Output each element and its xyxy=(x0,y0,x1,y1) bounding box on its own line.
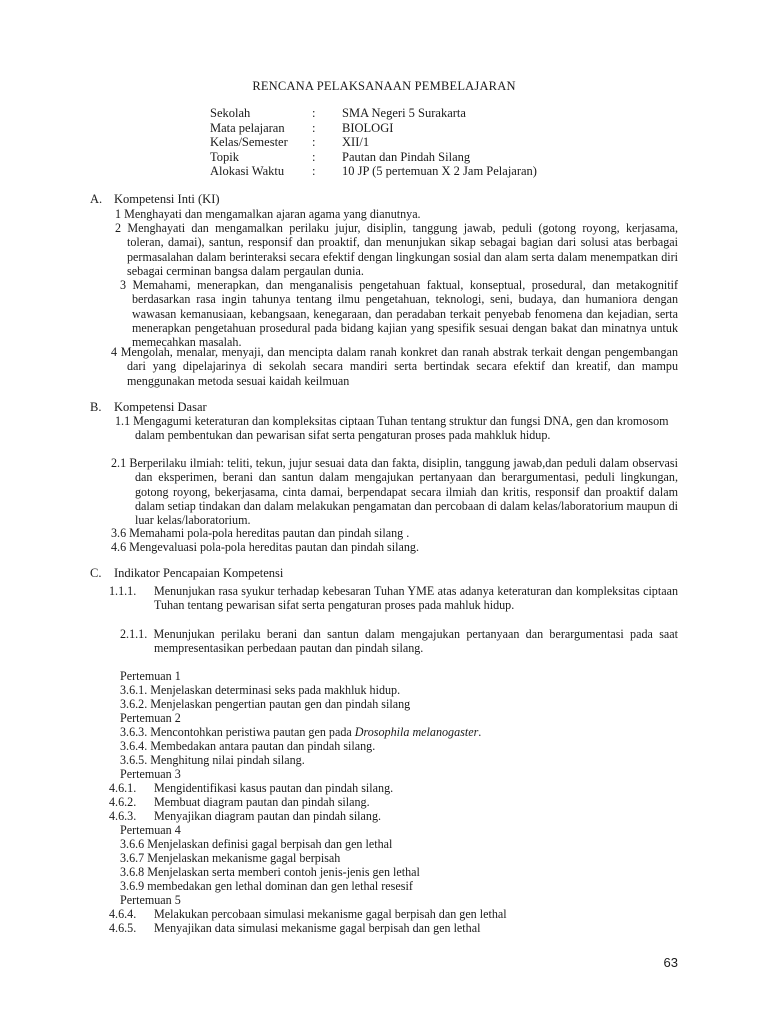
kd-item-2-1 xyxy=(111,456,678,527)
indicator-4-6-5 xyxy=(109,921,480,935)
indicator-text: Menyajikan data simulasi mekanisme gagal berpisah dan gen lethal xyxy=(154,921,481,935)
indicator-3-6-3-text: 3.6.3. Mencontohkan peristiwa pautan gen pada xyxy=(120,725,355,739)
indicator-text: Menyajikan diagram pautan dan pindah silang. xyxy=(154,809,382,823)
kd-item-3-6: 3.6 Memahami pola-pola hereditas pautan dan pindah silang . xyxy=(111,526,410,540)
ki-item-4-text: 4 Mengolah, menalar, menyaji, dan mencipta dalam ranah konkret dan ranah abstrak terkait dengan pengembangan dari yang dipelajarinya di sekolah secara mandiri serta bertindak secara efektif dan kreatif, dan mampu menggunakan metoda sesuai kaidah keilmuan xyxy=(111,345,678,388)
info-value: 10 JP (5 pertemuan X 2 Jam Pelajaran) xyxy=(342,164,537,179)
indicator-3-6-4: 3.6.4. Membedakan antara pautan dan pindah silang. xyxy=(120,739,376,753)
section-letter: A. xyxy=(90,192,103,206)
section-letter: B. xyxy=(90,400,102,414)
info-row-topik xyxy=(210,150,537,165)
info-label: Alokasi Waktu xyxy=(210,164,285,179)
indicator-text: Melakukan percobaan simulasi mekanisme gagal berpisah dan gen lethal xyxy=(154,907,507,921)
ki-item-1: 1 Menghayati dan mengamalkan ajaran agama yang dianutnya. xyxy=(115,207,421,221)
indicator-1-1-1-number: 1.1.1. xyxy=(109,584,137,598)
indicator-text: Mengidentifikasi kasus pautan dan pindah silang. xyxy=(154,781,394,795)
info-separator: : xyxy=(312,135,316,150)
indicator-2-1-1-body: Menunjukan perilaku berani dan santun dalam mengajukan pertanyaan dan berargumentasi pada saat mempresentasikan perbedaan pautan dan pindah silang. xyxy=(153,627,678,656)
ki-item-3 xyxy=(120,278,678,349)
info-value: SMA Negeri 5 Surakarta xyxy=(342,106,466,120)
indicator-3-6-3 xyxy=(120,725,481,739)
indicator-2-1-1 xyxy=(120,627,678,656)
indicator-3-6-1: 3.6.1. Menjelaskan determinasi seks pada makhluk hidup. xyxy=(120,683,401,697)
info-label: Kelas/Semester xyxy=(210,135,288,150)
indicator-number: 4.6.1. xyxy=(109,781,137,795)
indicator-2-1-1-number: 2.1.1. xyxy=(120,627,148,641)
info-value: XII/1 xyxy=(342,135,370,150)
info-row-alokasi-waktu xyxy=(210,164,537,179)
kd-item-4-6: 4.6 Mengevaluasi pola-pola hereditas pautan dan pindah silang. xyxy=(111,540,419,554)
indicator-number: 4.6.3. xyxy=(109,809,137,823)
indicator-number: 4.6.4. xyxy=(109,907,137,921)
kd-item-2-1-text: 2.1 Berperilaku ilmiah: teliti, tekun, jujur sesuai data dan fakta, disiplin, tanggung jawab,dan peduli dalam observasi dan eksperimen, berani dan santun dalam mengajukan pertanyaan dan berargumentasi, peduli lingkungan, gotong royong, bekerjasama, cinta damai, berpendapat secara ilmiah dan kritis, responsif dan proaktif dalam dalam setiap tindakan dan dalam melakukan pengamatan dan percobaan di dalam kelas/laboratorium maupun di luar kelas/laboratorium. xyxy=(111,456,678,528)
info-label: Mata pelajaran xyxy=(210,120,285,135)
indicator-2-1-1-text xyxy=(120,627,678,656)
indicator-number: 4.6.2. xyxy=(109,795,137,809)
page-number: 63 xyxy=(663,955,678,970)
kd-item-1-1 xyxy=(115,414,680,443)
indicator-1-1-1-text: Menunjukan rasa syukur terhadap kebesaran Tuhan YME atas adanya keteraturan dan kompleksitas ciptaan Tuhan tentang pewarisan sifat serta pengaturan proses pada mahluk hidup. xyxy=(154,584,678,613)
info-label: Sekolah xyxy=(210,106,251,120)
ki-item-2-text: 2 Menghayati dan mengamalkan perilaku jujur, disiplin, tanggung jawab, peduli (gotong royong, kerjasama, toleran, damai), santun, responsif dan proaktif, dan menunjukan sikap sebagai bagian dari solusi atas berbagai permasalahan dalam berinteraksi secara efektif dengan lingkungan sosial dan alam serta dalam menempatkan diri sebagai cerminan bangsa dalam pergaulan dunia. xyxy=(115,221,678,278)
info-value: Pautan dan Pindah Silang xyxy=(342,149,471,164)
indicator-4-6-3 xyxy=(109,809,381,823)
indicator-4-6-2 xyxy=(109,795,370,809)
indicator-3-6-8: 3.6.8 Menjelaskan serta memberi contoh jenis-jenis gen lethal xyxy=(120,865,420,879)
info-label: Topik xyxy=(210,149,239,164)
indicator-text: Membuat diagram pautan dan pindah silang. xyxy=(154,795,370,809)
ki-item-4 xyxy=(111,345,678,388)
info-separator: : xyxy=(312,164,316,179)
info-table xyxy=(210,106,537,179)
info-separator: : xyxy=(312,120,316,135)
indicator-3-6-3-end: . xyxy=(478,725,482,739)
pertemuan-4-heading: Pertemuan 4 xyxy=(120,823,181,837)
indicator-number: 4.6.5. xyxy=(109,921,137,935)
kd-item-1-1-text: 1.1 Mengagumi keteraturan dan kompleksitas ciptaan Tuhan tentang struktur dan fungsi DNA, gen dan kromosom dalam pembentukan dan pewarisan sifat serta pengaturan proses pada mahkluk hidup. xyxy=(115,414,669,443)
pertemuan-3-heading: Pertemuan 3 xyxy=(120,767,181,781)
section-label: Kompetensi Dasar xyxy=(114,400,207,414)
section-letter: C. xyxy=(90,566,102,580)
ki-item-2 xyxy=(115,221,678,278)
info-row-sekolah xyxy=(210,106,537,121)
info-separator: : xyxy=(312,149,316,164)
section-label: Indikator Pencapaian Kompetensi xyxy=(114,566,284,580)
info-value: BIOLOGI xyxy=(342,120,394,135)
info-separator: : xyxy=(312,106,316,120)
document-title: RENCANA PELAKSANAAN PEMBELAJARAN xyxy=(252,79,516,93)
ki-item-3-text: 3 Memahami, menerapkan, dan menganalisis pengetahuan faktual, konseptual, prosedural, dan metakognitif berdasarkan rasa ingin tahunya tentang ilmu pengetahuan, teknologi, seni, budaya, dan humaniora dengan wawasan kemanusiaan, kebangsaan, kenegaraan, dan peradaban terkait penyebab fenomena dan kejadian, serta menerapkan pengetahuan prosedural pada bidang kajian yang spesifik sesuai dengan bakat dan minatnya untuk memecahkan masalah. xyxy=(120,278,678,350)
indicator-3-6-6: 3.6.6 Menjelaskan definisi gagal berpisah dan gen lethal xyxy=(120,837,393,851)
indicator-3-6-2: 3.6.2. Menjelaskan pengertian pautan gen dan pindah silang xyxy=(120,697,411,711)
indicator-4-6-4 xyxy=(109,907,507,921)
section-label: Kompetensi Inti (KI) xyxy=(114,192,220,206)
indicator-4-6-1 xyxy=(109,781,393,795)
info-row-mata-pelajaran xyxy=(210,121,537,136)
pertemuan-5-heading: Pertemuan 5 xyxy=(120,893,181,907)
indicator-3-6-9: 3.6.9 membedakan gen lethal dominan dan gen lethal resesif xyxy=(120,879,413,893)
species-name: Drosophila melanogaster xyxy=(354,725,479,739)
pertemuan-2-heading: Pertemuan 2 xyxy=(120,711,181,725)
pertemuan-1-heading: Pertemuan 1 xyxy=(120,669,181,683)
info-row-kelas-semester xyxy=(210,135,537,150)
indicator-3-6-5: 3.6.5. Menghitung nilai pindah silang. xyxy=(120,753,305,767)
indicator-3-6-7: 3.6.7 Menjelaskan mekanisme gagal berpisah xyxy=(120,851,341,865)
